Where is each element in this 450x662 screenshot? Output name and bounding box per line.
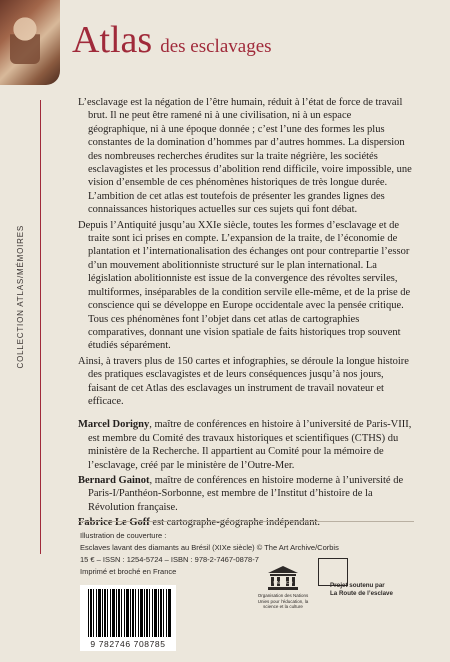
barcode-bars (88, 589, 172, 637)
isbn-barcode (80, 585, 176, 651)
project-line-1: Projet soutenu par (330, 582, 385, 589)
illustration-credit: Esclaves lavant des diamants au Brésil (XIXe siècle) © The Art Archive/Corbis (80, 543, 339, 552)
title-main: Atlas (72, 19, 153, 61)
horizontal-divider (78, 521, 414, 522)
paragraph-intro: L’esclavage est la négation de l’être humain, réduit à l’état de force de travail brut. Il ne peut être ramené ni à une civilisation, ni à un espace géographique, ni à une époque donnée ; c’est l’une des formes les plus constantes de la domination d’hommes par d’autres hommes. La dispersion des nombreuses recherches érudites sur la traite négrière, les sociétés esclavagistes et les processus d’abolition rend difficile, voire impossible, une vision d’ensemble de ces phénomènes historiques de très longue durée. L’ambition de cet atlas est toutefois de présenter les grandes lignes des connaissances historiques actuelles sur ces sujets qui font débat. (78, 97, 412, 216)
paragraph-summary: Ainsi, à travers plus de 150 cartes et infographies, se déroule la longue histoire des pratiques esclavagistes et de leurs conséquences jusqu’à nos jours, faisant de cet Atlas des esclavages un instrument de travail novateur et efficace. (78, 355, 409, 407)
price-isbn: 15 € – ISSN : 1254-5724 – ISBN : 978-2-7467-0878-7 (80, 555, 259, 564)
unesco-logo (252, 565, 314, 610)
title-subtitle: des esclavages (160, 36, 272, 57)
cover-illustration-corner (0, 0, 60, 85)
author-name: Fabrice Le Goff (78, 517, 150, 529)
unesco-caption: Organisation des Nations Unies pour l’éducation, la science et la culture (257, 593, 309, 610)
author-description: est cartographe-géographe indépendant. (149, 517, 320, 529)
author-description: , maître de conférences en histoire moderne à l’université de Paris-I/Panthéon-Sorbonne, est membre de l’Institut d’histoire de la Révolution française. (88, 474, 404, 513)
back-cover-text (78, 96, 413, 532)
unesco-wordmark: UNESCO (273, 580, 293, 585)
unesco-temple-icon (266, 565, 300, 591)
paragraph-scope: Depuis l’Antiquité jusqu’au XXIe siècle, toutes les formes d’esclavage et de traite sont ici prises en compte. L’expansion de la traite, de l’économie de plantation et l’internationalisation des échanges ont pour contrepartie l’essor d’un mouvement abolitionniste structuré sur le plan international. La législation abolitionniste est issue de la convergence des révoltes serviles, multiformes, inséparables de la condition servile elle-même, et de la prise de conscience qui se développe en Europe occidentale avec la pensée critique. Tous ces phénomènes font l’objet dans cet atlas de cartographies comparatives, donnant une vision spatiale de faits historiques trop souvent étudiés séparément. (78, 219, 411, 352)
barcode-digits: 9 782746 708785 (90, 639, 166, 649)
printed-in: Imprimé et broché en France (80, 567, 177, 576)
author-bio (78, 418, 413, 472)
collection-label: COLLECTION ATLAS/MÉMOIRES (16, 225, 25, 369)
author-bios (78, 418, 413, 529)
project-support (330, 582, 416, 598)
author-name: Bernard Gainot (78, 474, 150, 486)
vertical-rule (40, 100, 41, 554)
author-bio (78, 474, 413, 514)
author-bio (78, 516, 413, 529)
author-name: Marcel Dorigny (78, 419, 150, 431)
project-line-2: La Route de l’esclave (330, 590, 393, 597)
author-description: , maître de conférences en histoire à l’université de Paris-VIII, est membre du Comité des travaux historiques et scientifiques (CTHS) du ministère de la Recherche. Il appartient au Comité pour la mémoire de l’esclavage, créé par le ministère de l’Outre-Mer. (88, 419, 412, 471)
illustration-label: Illustration de couverture : (80, 531, 167, 540)
book-title (72, 18, 272, 62)
